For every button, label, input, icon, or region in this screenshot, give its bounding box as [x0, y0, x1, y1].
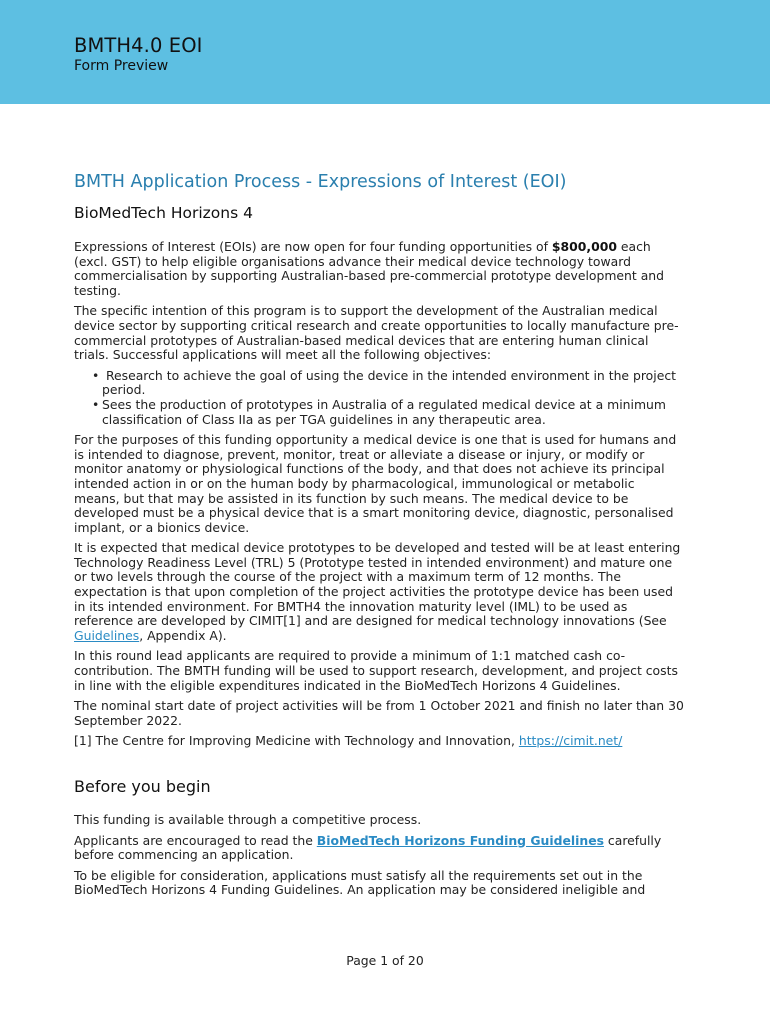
start-date-paragraph: The nominal start date of project activities will be from 1 October 2021 and finish no later than 30 September 2022. [74, 698, 684, 728]
form-title: BMTH4.0 EOI [74, 34, 203, 57]
page-header [0, 0, 770, 104]
list-item [92, 398, 684, 427]
trl-text-start: It is expected that medical device prototypes to be developed and tested will be at least entering Technology Readiness Level (TRL) 5 (Prototype tested in intended environment) and mature one or two levels through the course of the project with a maximum term of 12 months. The expectation is that upon completion of the project activities the prototype device has been used in its intended environment. For BMTH4 the innovation maturity level (IML) to be used as reference are developed by CIMIT[1] and are designed for medical technology innovations (See [74, 540, 681, 629]
section-title: BMTH Application Process - Expressions of Interest (EOI) [74, 172, 567, 192]
cocontribution-paragraph: In this round lead applicants are required to provide a minimum of 1:1 matched cash co-contribution. The BMTH funding will be used to support research, development, and project costs in line with the eligible expenditures indicated in the BioMedTech Horizons 4 Guidelines. [74, 648, 678, 693]
intro-text-end: each (excl. GST) to help eligible organisations advance their medical device technology toward commercialisation by supporting Australian-based pre-commercial prototype development and testing. [74, 239, 665, 298]
trl-paragraph [74, 541, 684, 643]
form-content [74, 171, 684, 898]
trl-text-end: , Appendix A). [139, 627, 227, 643]
intro-paragraph [74, 240, 684, 298]
objective-text: Research to achieve the goal of using the device in the intended environment in the project period. [102, 367, 676, 398]
objectives-list [74, 369, 684, 427]
funding-guidelines-link[interactable]: BioMedTech Horizons Funding Guidelines [316, 832, 604, 848]
footnote-paragraph [74, 734, 684, 749]
read-guidelines-paragraph [74, 834, 684, 863]
funding-amount: $800,000 [551, 239, 617, 254]
form-subtitle: Form Preview [74, 58, 169, 74]
guidelines-link[interactable]: Guidelines [74, 627, 140, 643]
read-text-end: carefully before commencing an application. [74, 832, 662, 863]
definition-paragraph: For the purposes of this funding opportunity a medical device is one that is used for humans and is intended to diagnose, prevent, monitor, treat or alleviate a disease or injury, or modify or monitor anatomy or physiological functions of the body, and that does not achieve its principal intended action in or on the human body by pharmacological, immunological or metabolic means, but that may be assisted in its function by such means. The medical device to be developed must be a physical device that is a smart monitoring device, diagnostic, personalised implant, or a bionics device. [74, 432, 677, 535]
bullet: • [92, 396, 100, 412]
footnote-text: [1] The Centre for Improving Medicine with Technology and Innovation, [74, 733, 519, 749]
eligibility-paragraph: To be eligible for consideration, applications must satisfy all the requirements set out in the BioMedTech Horizons 4 Funding Guidelines. An application may be considered ineligible and [74, 867, 646, 898]
before-you-begin-title: Before you begin [74, 777, 211, 796]
objective-text: Sees the production of prototypes in Australia of a regulated medical device at a minimum classification of Class IIa as per TGA guidelines in any therapeutic area. [102, 396, 666, 427]
program-subtitle: BioMedTech Horizons 4 [74, 204, 253, 222]
cimit-link[interactable]: https://cimit.net/ [518, 733, 623, 749]
list-item [92, 369, 684, 398]
page-number: Page 1 of 20 [346, 953, 424, 968]
competitive-paragraph: This funding is available through a competitive process. [74, 812, 422, 827]
read-text-start: Applicants are encouraged to read the [74, 832, 317, 848]
intention-paragraph: The specific intention of this program is to support the development of the Australian medical device sector by supporting critical research and create opportunities to locally manufacture pre-commercial prototypes of Australian-based medical devices that are entering human clinical trials. Successful applications will meet all the following objectives: [74, 303, 679, 363]
bullet: • [92, 367, 100, 383]
intro-text-start: Expressions of Interest (EOIs) are now open for four funding opportunities of [74, 239, 552, 254]
